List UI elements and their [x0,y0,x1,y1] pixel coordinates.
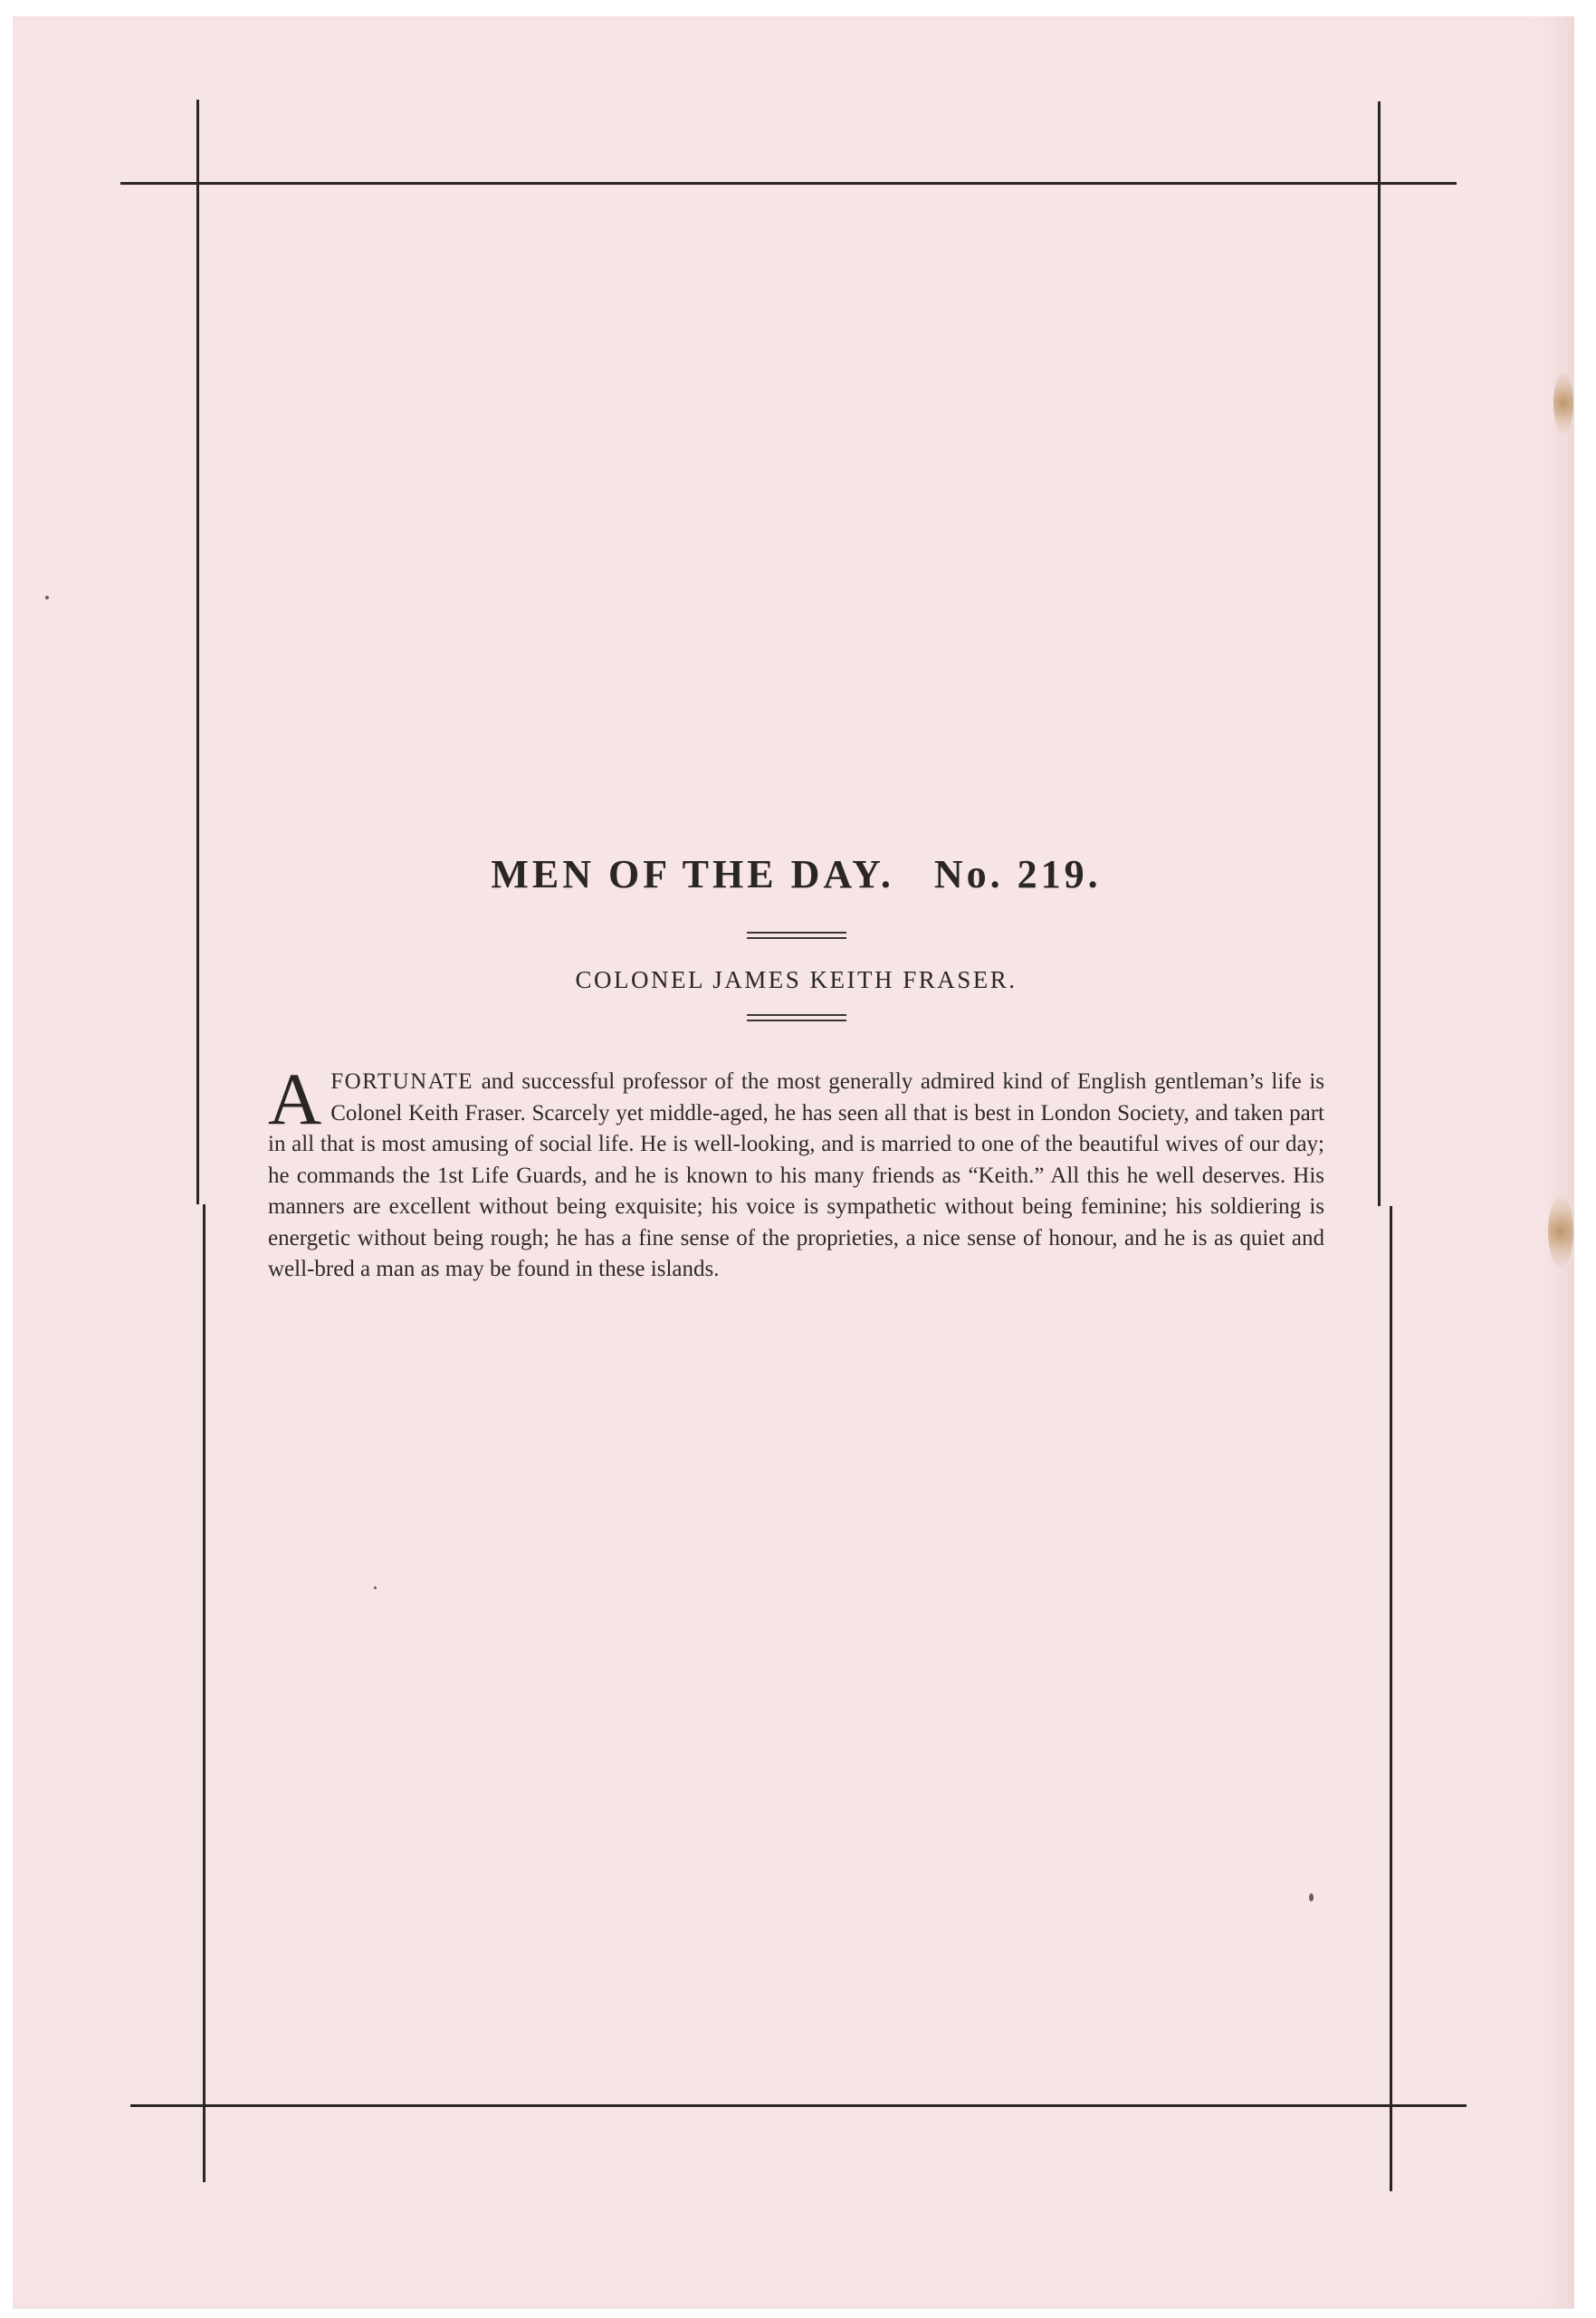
double-rule-divider [747,932,846,939]
frame-left-rule-upper [196,100,199,1204]
subject-name: COLONEL JAMES KEITH FRASER. [575,966,1018,993]
article-paragraph [268,1058,1324,1286]
paper-speck [374,1586,377,1589]
page-title [268,851,1324,897]
frame-left-rule-lower [203,1204,205,2182]
frame-bottom-rule [130,2104,1467,2107]
double-rule-divider [747,1014,846,1021]
lead-in-word: FORTUNATE [330,1069,474,1094]
paper-speck [45,596,49,599]
foxing-stain [1548,1195,1573,1268]
frame-right-rule-lower [1390,1206,1392,2191]
series-title: MEN OF THE DAY. [491,852,894,896]
article-body: and successful professor of the most generally admired kind of English gentleman’s life is Colonel Keith Fraser. Scarcely yet middle-aged, he has seen all that is best in London Society, and taken part in all that is most amusing of social life. He is well-looking, and is married to one of the beautiful wives of our day; he commands the 1st Life Guards, and he is known to his many friends as “Keith.” All this he well deserves. His manners are excellent without being exquisite; his voice is sympathetic without being feminine; his soldiering is energetic without being rough; he has a fine sense of the proprieties, a nice sense of honour, and he is as quiet and well-bred a man as may be found in these islands. [268,1069,1324,1281]
frame-top-rule [120,182,1457,185]
article-block [268,851,1324,1308]
frame-right-rule-upper [1378,101,1381,1206]
foxing-stain [1553,371,1573,435]
drop-cap: A [268,1058,322,1140]
issue-number: No. 219. [933,852,1102,896]
paper-speck [1309,1893,1314,1901]
